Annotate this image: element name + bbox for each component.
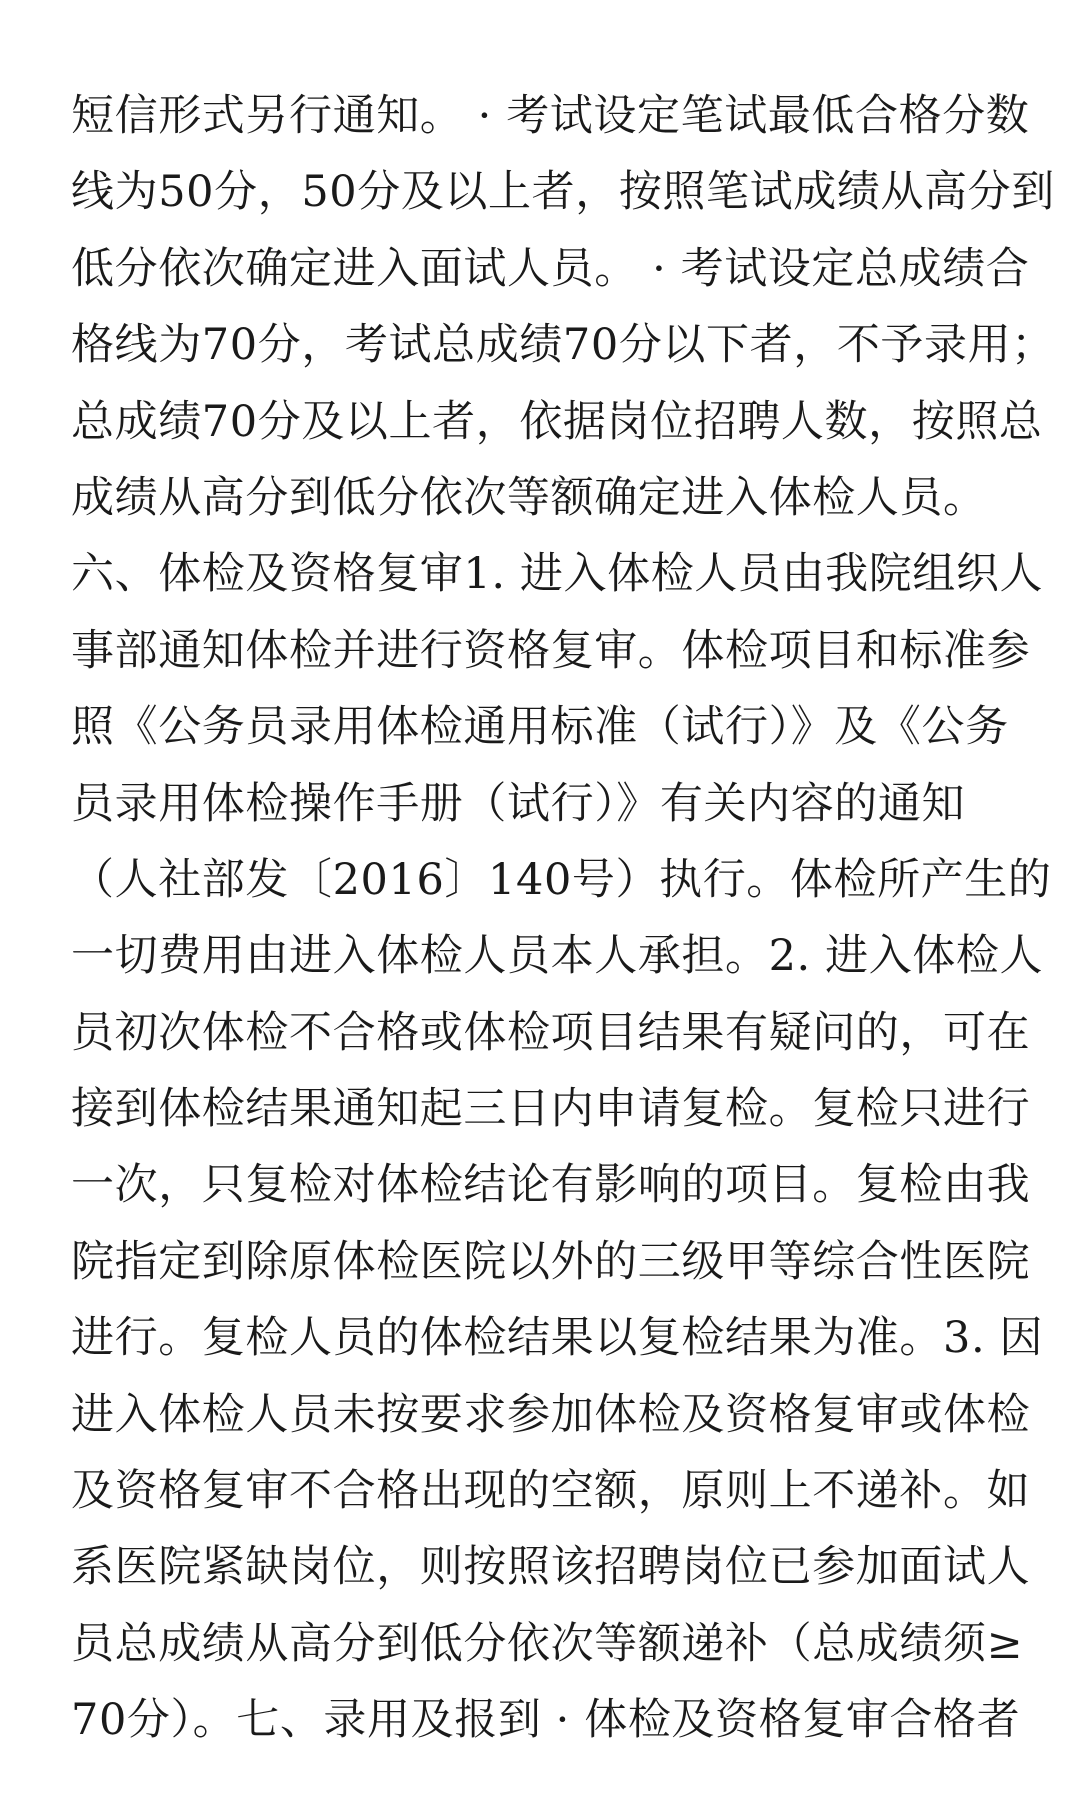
text-line: 六、体检及资格复审1. 进入体检人员由我院组织人 xyxy=(71,549,1044,600)
text-line: 员录用体检操作手册（试行）》有关内容的通知 xyxy=(71,778,966,829)
text-line: 接到体检结果通知起三日内申请复检。复检只进行 xyxy=(71,1084,1031,1135)
text-line: 院指定到除原体检医院以外的三级甲等综合性医院 xyxy=(71,1236,1031,1287)
text-line: 格线为70分，考试总成绩70分以下者，不予录用； xyxy=(71,320,1055,371)
text-line: 进行。复检人员的体检结果以复检结果为准。3. 因 xyxy=(71,1313,1044,1364)
text-line: 70分）。七、录用及报到 · 体检及资格复审合格者 xyxy=(71,1695,1021,1746)
text-line: 低分依次确定进入面试人员。 · 考试设定总成绩合 xyxy=(71,243,1030,294)
text-line: 总成绩70分及以上者，依据岗位招聘人数，按照总 xyxy=(71,396,1043,447)
text-line: 员初次体检不合格或体检项目结果有疑问的，可在 xyxy=(71,1007,1031,1058)
text-line: （人社部发〔2016〕140号）执行。体检所产生的 xyxy=(71,854,1052,905)
text-line: 短信形式另行通知。 · 考试设定笔试最低合格分数 xyxy=(71,91,1030,141)
text-line: 照《公务员录用体检通用标准（试行）》及《公务 xyxy=(71,702,1009,753)
text-line: 员总成绩从高分到低分依次等额递补（总成绩须≥ xyxy=(71,1618,1024,1669)
text-line: 一切费用由进入体检人员本人承担。2. 进入体检人 xyxy=(71,931,1044,982)
text-line: 一次，只复检对体检结论有影响的项目。复检由我 xyxy=(71,1160,1031,1211)
text-line: 线为50分，50分及以上者，按照笔试成绩从高分到 xyxy=(71,167,1055,218)
text-line: 系医院紧缺岗位，则按照该招聘岗位已参加面试人 xyxy=(71,1542,1031,1593)
document-body xyxy=(71,78,1055,1759)
text-line: 事部通知体检并进行资格复审。体检项目和标准参 xyxy=(71,625,1031,676)
text-line: 及资格复审不合格出现的空额，原则上不递补。如 xyxy=(71,1466,1031,1517)
text-line: 进入体检人员未按要求参加体检及资格复审或体检 xyxy=(71,1389,1031,1440)
text-line: 成绩从高分到低分依次等额确定进入体检人员。 xyxy=(71,472,987,523)
